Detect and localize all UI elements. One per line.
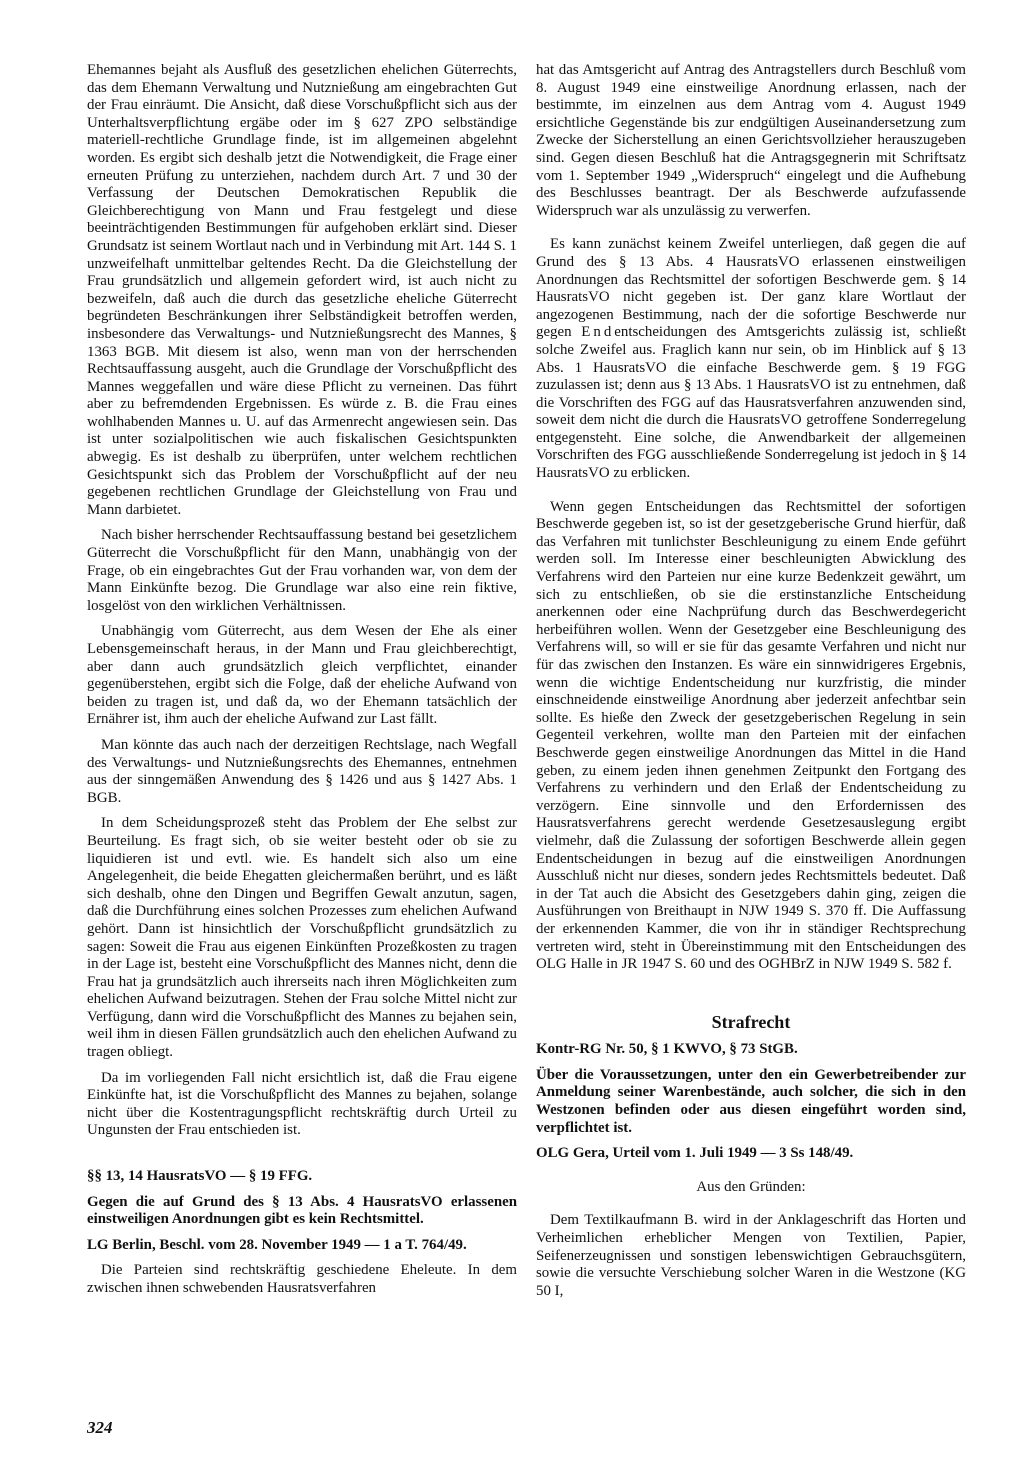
case-text: Die Parteien sind rechtskräftig geschiedene Eheleute. In dem zwischen ihnen schwebenden Hausratsverfahren xyxy=(87,1262,517,1296)
case-headnote: Gegen die auf Grund des § 13 Abs. 4 HausratsVO erlassenen einstweiligen Anordnungen gibt es kein Rechtsmittel. xyxy=(87,1193,517,1228)
body-paragraph: In dem Scheidungsprozeß steht das Problem der Ehe selbst zur Beurteilung. Es fragt sich, ob sie weiter besteht oder ob sie zu liquidieren ist und evtl. wie. Es handelt sich also um eine Angelegenheit, die beide Ehegatten gleichermaßen berührt, und es läßt sich deshalb, ohne den Dingen und Begriffen Gewalt anzutun, sagen, daß die Durchführung eines solchen Prozesses zum ehelichen Aufwand gehört. Dann ist hinsichtlich der Vorschußpflicht grundsätzlich zu sagen: Soweit die Frau aus eigenen Einkünften Prozeßkosten zu tragen in der Lage ist, besteht eine Vorschußpflicht des Mannes nicht, denn die Frau hat ja grundsätzlich auch ihrerseits nach ihren Möglichkeiten zum ehelichen Aufwand beizutragen. Stehen der Frau solche Mittel nicht zur Verfügung, dann wird die Vorschußpflicht des Mannes zu bejahen sein, weil ihm in diesen Fällen grundsätzlich auch den ehelichen Aufwand zu tragen obliegt. xyxy=(87,815,517,1061)
case-heading: §§ 13, 14 HausratsVO — § 19 FFG. xyxy=(87,1168,313,1185)
case-heading: Kontr-RG Nr. 50, § 1 KWVO, § 73 StGB. xyxy=(536,1041,798,1058)
body-paragraph xyxy=(536,236,966,482)
body-paragraph: Nach bisher herrschender Rechtsauffassung bestand bei gesetzlichem Güterrecht die Vorschußpflicht für den Mann, unabhängig von der Frage, ob ein eingebrachtes Gut der Frau vorhanden war, von dem der Mann Einkünfte bezog. Die Grundlage war also eine rein fiktive, losgelöst von den wirklichen Verhältnissen. xyxy=(87,527,517,614)
body-paragraph: Wenn gegen Entscheidungen das Rechtsmittel der sofortigen Beschwerde gegeben ist, so ist der gesetzgeberische Grund hierfür, daß das Verfahren mit tunlichster Beschleunigung zu einem Ende geführt werden soll. Im Interesse einer beschleunigten Abwicklung des Verfahrens wird den Parteien nur eine kurze Bedenkzeit gewährt, um sich zu entschließen, ob sie die erstinstanzliche Entscheidung anerkennen oder eine Nachprüfung durch das Beschwerdegericht herbeiführen wollen. Wenn der Gesetzgeber eine Beschleunigung des Verfahrens will, so will er sie für das gesamte Verfahren und nicht nur für das zwischen den Instanzen. Es wäre ein sinnwidrigeres Ergebnis, wenn die wichtige Endentscheidung nur kurzfristig, die minder einschneidende einstweilige Anordnung aber jederzeit anfechtbar sein sollte. Es hieße den Zweck der gesetzgeberischen Regelung in sein Gegenteil verkehren, wollte man den Parteien mit der einfachen Beschwerde gegen einstweilige Anordnungen das Mittel in die Hand geben, zu einem jeden ihnen genehmen Zeitpunkt den Fortgang des Verfahrens zu verhindern und den Erlaß der Endentscheidung zu verzögern. Eine sinnvolle und den Erfordernissen des Hausratsverfahrens gerecht werdende Gesetzesauslegung ergibt vielmehr, daß die Zulassung der sofortigen Beschwerde allein gegen Endentscheidungen in bezug auf die einstweiligen Anordnungen Ausschluß nicht nur dieses, sondern jedes Rechtsmittels bedeutet. Daß in der Tat auch die Absicht des Gesetzgebers dahin ging, zeigen die Ausführungen von Breithaupt in NJW 1949 S. 370 ff. Die Auffassung der erkennenden Kammer, die von ihr in ständiger Rechtsprechung vertreten wird, steht in Übereinstimmung mit den Entscheidungen des OLG Halle in JR 1947 S. 60 und des OGHBrZ in NJW 1949 S. 582 f. xyxy=(536,498,966,973)
emphasis-spaced: End xyxy=(581,324,615,341)
section-title: Strafrecht xyxy=(711,1011,791,1032)
left-column xyxy=(87,62,517,1298)
right-column xyxy=(536,62,966,1300)
case-court: OLG Gera, Urteil vom 1. Juli 1949 — 3 Ss 148/49. xyxy=(536,1145,854,1162)
case-headnote: Über die Voraussetzungen, unter den ein Gewerbetreibender zur Anmeldung seiner Warenbestände, auch solcher, die sich in den Westzonen befinden oder aus diesen eingeführt worden sind, verpflichtet ist. xyxy=(536,1066,966,1136)
body-paragraph: Man könnte das auch nach der derzeitigen Rechtslage, nach Wegfall des Verwaltungs- und Nutznießungsrechts des Ehemannes, entnehmen aus der sinngemäßen Anwendung des § 1426 und aus § 1427 Abs. 1 BGB. xyxy=(87,736,517,806)
case-court: LG Berlin, Beschl. vom 28. November 1949 — 1 a T. 764/49. xyxy=(87,1236,467,1253)
text-run: Es kann zunächst keinem Zweifel unterliegen, daß gegen die auf Grund des § 13 Abs. 4 HausratsVO erlassenen einstweiligen Anordnungen das Rechtsmittel der sofortigen Beschwerde gem. § 14 HausratsVO nicht gegeben ist. Der ganz klare Wortlaut der angezogenen Bestimmung, nach der die sofortige Beschwerde nur gegen xyxy=(536,236,966,341)
body-paragraph: Unabhängig vom Güterrecht, aus dem Wesen der Ehe als einer Lebensgemeinschaft heraus, in der Mann und Frau gleichberechtigt, aber dann auch grundsätzlich gleich verpflichtet, einander gegenüberstehen, ergibt sich die Folge, daß der eheliche Aufwand von beiden zu tragen ist, und daß da, wo der Ehemann tatsächlich der Ernährer ist, ihm auch der eheliche Aufwand zur Last fällt. xyxy=(87,623,517,728)
page-number: 324 xyxy=(87,1418,113,1437)
text-run: entscheidungen des Amtsgerichts zulässig ist, schließt solche Zweifel aus. Fraglich kann nur sein, ob im Hinblick auf § 13 Abs. 1 HausratsVO die einfache Beschwerde gem. § 19 FGG zuzulassen ist; denn aus § 13 Abs. 1 HausratsVO ist zu entnehmen, daß die Vorschriften des FGG auf das Hausratsverfahren anzuwenden sind, soweit dem nicht die durch die HausratsVO getroffene Sonderregelung entgegensteht. Eine solche, die Anwendbarkeit der allgemeinen Vorschriften des FGG ausschließende Sonderregelung ist jedoch in § 14 HausratsVO zu erblicken. xyxy=(536,324,967,482)
body-paragraph: Dem Textilkaufmann B. wird in der Anklageschrift das Horten und Verheimlichen erheblicher Mengen von Textilien, Papier, Seifenerzeugnissen und sonstigen lebenswichtigen Gebrauchsgütern, sowie die versuchte Verschiebung solcher Waren in die Westzone (KG 50 I, xyxy=(536,1212,966,1299)
body-paragraph: hat das Amtsgericht auf Antrag des Antragstellers durch Beschluß vom 8. August 1949 eine einstweilige Anordnung erlassen, nach der bestimmte, im einzelnen aus dem Antrag vom 4. August 1949 ersichtliche Gegenstände bis zur endgültigen Auseinandersetzung zum Zwecke der Sicherstellung an einen Gerichtsvollzieher herauszugeben sind. Gegen diesen Beschluß hat die Antragsgegnerin mit Schriftsatz vom 1. September 1949 „Widerspruch“ eingelegt und die Aufhebung des Beschlusses beantragt. Der als Beschwerde aufzufassende Widerspruch war als unzulässig zu verwerfen. xyxy=(536,62,966,219)
reasons-label: Aus den Gründen: xyxy=(696,1178,806,1195)
body-paragraph: Ehemannes bejaht als Ausfluß des gesetzlichen ehelichen Güterrechts, das dem Ehemann Verwaltung und Nutznießung am eingebrachten Gut der Frau einräumt. Die Ansicht, daß diese Vorschußpflicht sich aus der Unterhaltsverpflichtung ergäbe oder im § 627 ZPO selbständige materiell-rechtliche Grundlage finde, ist im allgemeinen abgelehnt worden. Es ergibt sich deshalb jetzt die Notwendigkeit, die Frage einer erneuten Prüfung zu unterziehen, nachdem durch Art. 7 und 30 der Verfassung der Deutschen Demokratischen Republik die Gleichberechtigung von Mann und Frau festgelegt und diese beeinträchtigenden Bestimmungen für aufgehoben erklärt sind. Dieser Grundsatz ist seinem Wortlaut nach und in Verbindung mit Art. 144 S. 1 unzweifelhaft unmittelbar geltendes Recht. Da die Gleichstellung der Frau grundsätzlich und allgemein gefordert wird, ist auch nicht zu bezweifeln, daß auch die durch das gesetzliche eheliche Güterrecht begründeten Beschränkungen ihrer Selbständigkeit betroffen werden, insbesondere das Verwaltungs- und Nutznießungsrecht des Mannes, § 1363 BGB. Mit diesem ist also, wenn man von der herrschenden Rechtsauffassung ausgeht, auch die Grundlage der Vorschußpflicht des Mannes weggefallen und wäre diese Pflicht zu verneinen. Das führt aber zu befremdenden Ergebnissen. Es würde z. B. die Frau eines wohlhabenden Mannes u. U. auf das Armenrecht angewiesen sein. Das ist unter sozialpolitischen wie auch fiskalischen Gesichtspunkten abwegig. Es ist deshalb zu überprüfen, unter welchem rechtlichen Gesichtspunkt sich das Problem der Vorschußpflicht auf der neu gegebenen rechtlichen Grundlage der Gleichstellung von Frau und Mann darbietet. xyxy=(87,62,517,518)
body-paragraph: Da im vorliegenden Fall nicht ersichtlich ist, daß die Frau eigene Einkünfte hat, ist die Vorschußpflicht des Mannes zu bejahen, solange nicht über die Kostentragungspflicht rechtskräftig durch Urteil zu Ungunsten der Frau entschieden ist. xyxy=(87,1069,517,1139)
